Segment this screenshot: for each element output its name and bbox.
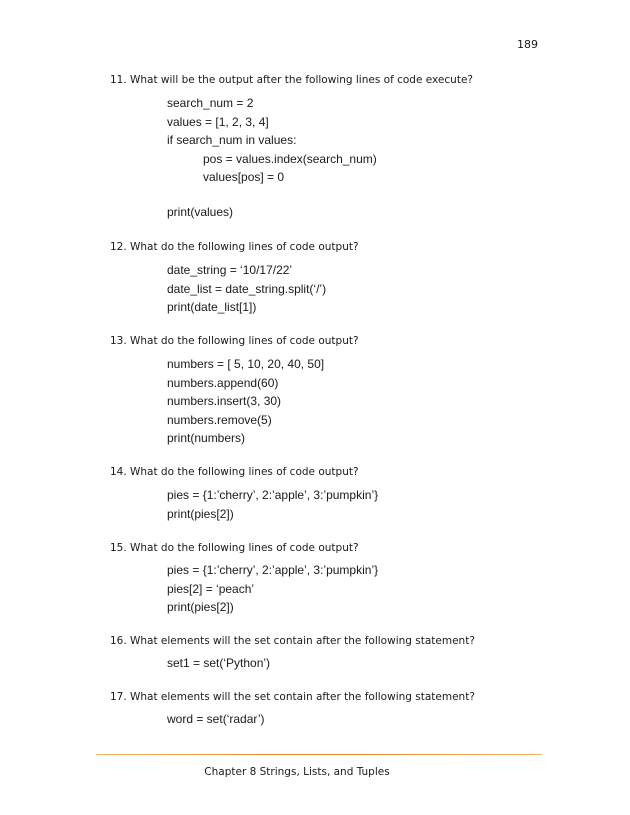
code-line: numbers.append(60) [167,375,279,390]
code-block-11 [167,94,377,222]
code-line: date_string = ‘10/17/22’ [167,263,293,277]
question-text: What elements will the set contain after the following statement? [130,691,475,703]
code-line: values = [1, 2, 3, 4] [167,114,269,129]
question-text: What do the following lines of code output? [130,335,359,347]
code-line-blank [167,187,377,203]
code-line: search_num = 2 [167,96,254,110]
code-block-13 [167,355,324,448]
footer-chapter-title: Chapter 8 Strings, Lists, and Tuples [204,766,390,778]
question-16 [110,635,475,647]
question-number: 17. [110,691,127,703]
question-number: 12. [110,241,127,253]
footer-divider [96,754,542,755]
code-line: pies = {1:’cherry’, 2:’apple’, 3:’pumpkin’} [167,563,379,577]
code-block-15 [167,561,378,617]
code-block-12 [167,261,326,317]
code-line: pies = {1:’cherry’, 2:’apple’, 3:’pumpkin’} [167,488,379,502]
code-line: print(pies[2]) [167,506,234,521]
code-line: pos = values.index(search_num) [203,151,377,166]
question-text: What do the following lines of code output? [130,466,359,478]
question-text: What do the following lines of code output? [130,241,359,253]
code-line: numbers = [ 5, 10, 20, 40, 50] [167,357,325,371]
question-13 [110,335,359,347]
question-text: What will be the output after the following lines of code execute? [130,74,473,86]
question-14 [110,466,359,478]
question-number: 13. [110,335,127,347]
code-line: set1 = set(‘Python’) [167,656,271,670]
question-11 [110,74,473,86]
question-number: 14. [110,466,127,478]
question-17 [110,691,475,703]
question-12 [110,241,359,253]
question-number: 11. [110,74,127,86]
question-number: 15. [110,542,127,554]
code-block-17 [167,710,264,729]
code-line: date_list = date_string.split(‘/’) [167,281,327,296]
code-line: print(numbers) [167,431,246,446]
question-15 [110,542,359,554]
question-text: What do the following lines of code output? [130,542,359,554]
code-line: if search_num in values: [167,133,297,148]
code-line: print(date_list[1]) [167,300,257,315]
code-line: numbers.remove(5) [167,412,272,427]
question-number: 16. [110,635,127,647]
code-line: word = set(‘radar’) [167,712,265,726]
code-line: values[pos] = 0 [203,170,285,185]
code-block-16 [167,654,270,673]
page-number: 189 [517,38,538,51]
code-block-14 [167,486,378,523]
question-text: What elements will the set contain after the following statement? [130,635,475,647]
code-line: pies[2] = ‘peach’ [167,581,255,596]
code-line: numbers.insert(3, 30) [167,394,282,409]
code-line: print(values) [167,204,234,219]
code-line: print(pies[2]) [167,600,234,615]
